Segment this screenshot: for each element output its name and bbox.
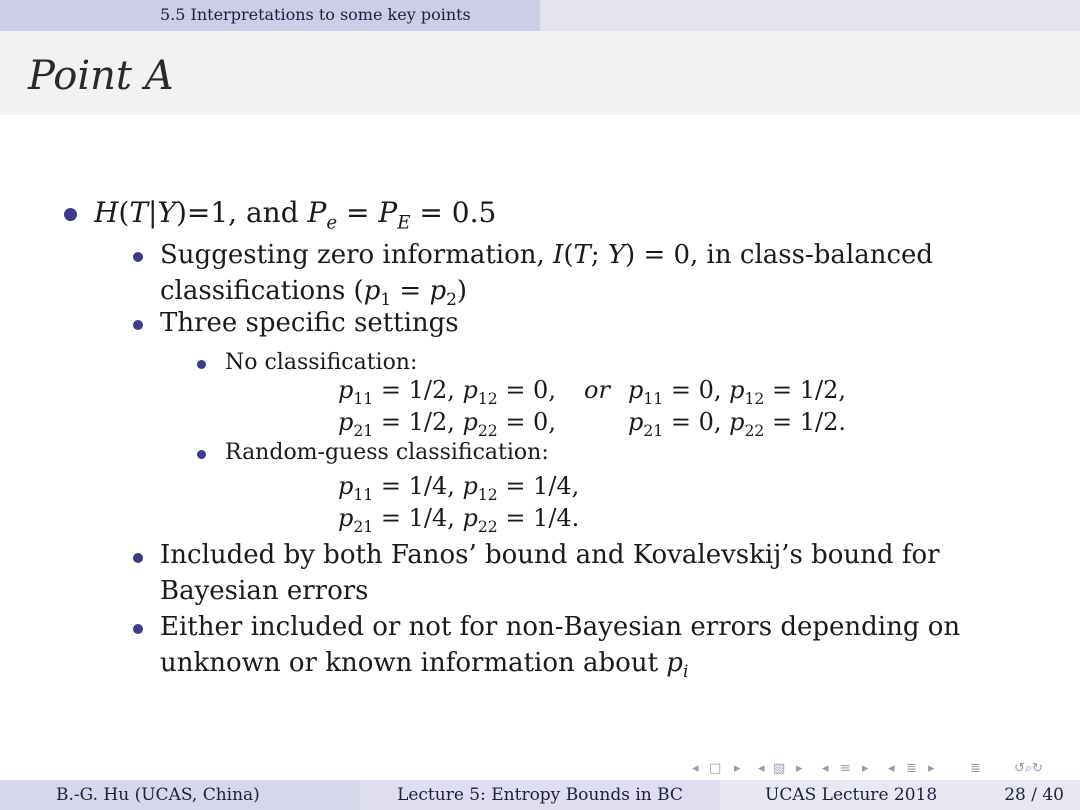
- nav-subsection-prev-icon[interactable]: ◂: [758, 761, 765, 776]
- nav-section-prev-icon[interactable]: ◂: [822, 761, 829, 776]
- no-class-row2-left: $p_{21} = 1/2$, $p_{22} = 0$,: [338, 408, 556, 440]
- nav-part-prev-icon[interactable]: ◂: [888, 761, 895, 776]
- random-row2: $p_{21} = 1/4$, $p_{22} = 1/4$.: [338, 504, 580, 536]
- no-class-or: or: [584, 376, 610, 404]
- nav-toc-icon[interactable]: ≣: [970, 761, 981, 776]
- subpoint-non-bayesian-line2: unknown or known information about $p_i$: [160, 648, 689, 682]
- bullet-level2: [133, 252, 143, 262]
- no-class-row1-right: $p_{11} = 0$, $p_{12} = 1/2$,: [628, 376, 846, 408]
- footer-page-number: 28 / 40: [1004, 785, 1064, 805]
- footer-lecture-title: Lecture 5: Entropy Bounds in BC: [360, 780, 720, 810]
- footer-venue: UCAS Lecture 2018: [765, 785, 938, 805]
- bullet-level2: [133, 624, 143, 634]
- nav-subsection-next-icon[interactable]: ▸: [796, 761, 803, 776]
- nav-search-tools-icon[interactable]: ↺⌕↻: [1014, 761, 1044, 776]
- subpoint-fano-kovalevskij-line2: Bayesian errors: [160, 576, 369, 606]
- section-title[interactable]: 5.5 Interpretations to some key points: [0, 0, 540, 31]
- subpoint-non-bayesian-line1: Either included or not for non-Bayesian errors depending on: [160, 612, 961, 642]
- subpoint-three-settings: Three specific settings: [160, 308, 459, 338]
- nav-frame-icon[interactable]: □: [709, 761, 722, 776]
- nav-frame-next-icon[interactable]: ▸: [734, 761, 741, 776]
- setting-random-guess: Random-guess classification:: [225, 440, 549, 465]
- nav-section-next-icon[interactable]: ▸: [862, 761, 869, 776]
- random-row1: $p_{11} = 1/4$, $p_{12} = 1/4$,: [338, 472, 580, 504]
- nav-subsection-icon[interactable]: ▧: [773, 761, 786, 776]
- nav-part-icon[interactable]: ≣: [906, 761, 917, 776]
- bullet-level2: [133, 553, 143, 563]
- nav-part-next-icon[interactable]: ▸: [928, 761, 935, 776]
- subpoint-zero-information-line2: classifications $(p_1 = p_2)$: [160, 276, 467, 310]
- bullet-level3: [197, 450, 206, 459]
- footer-venue-cell: [720, 780, 1080, 810]
- no-class-row1-left: $p_{11} = 1/2$, $p_{12} = 0$,: [338, 376, 556, 408]
- bullet-level2: [133, 320, 143, 330]
- subpoint-fano-kovalevskij-line1: Included by both Fanos’ bound and Kovalevskij’s bound for: [160, 540, 940, 570]
- footer-author: B.-G. Hu (UCAS, China): [0, 780, 360, 810]
- main-point: H(T|Y)=1, and $P_e = P_E = 0.5$: [94, 196, 497, 234]
- footline: [0, 780, 1080, 810]
- bullet-level3: [197, 360, 206, 369]
- frame-title: Point A: [28, 53, 174, 99]
- nav-frame-prev-icon[interactable]: ◂: [692, 761, 699, 776]
- subpoint-zero-information-line1: Suggesting zero information, I(T; Y) = 0, in class-balanced: [160, 240, 934, 270]
- no-class-row2-right: $p_{21} = 0$, $p_{22} = 1/2$.: [628, 408, 846, 440]
- setting-no-classification: No classification:: [225, 350, 418, 375]
- nav-section-icon[interactable]: ≡: [840, 761, 851, 776]
- bullet-level1: [64, 208, 77, 221]
